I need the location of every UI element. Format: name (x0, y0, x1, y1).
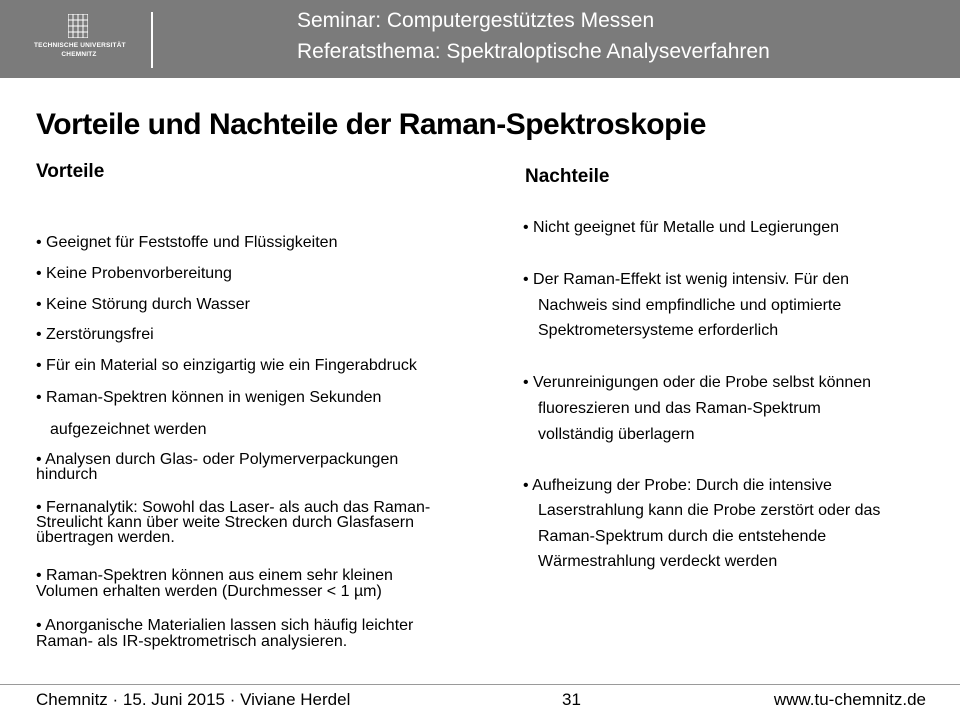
advantage-item: • Raman-Spektren können in wenigen Sekunden (36, 389, 382, 406)
disadvantage-item-continuation: Nachweis sind empfindliche und optimierte (538, 297, 842, 314)
topic-title: Referatsthema: Spektraloptische Analyseverfahren (297, 40, 770, 63)
header-divider (151, 12, 153, 68)
disadvantage-item-continuation: Wärmestrahlung verdeckt werden (538, 553, 778, 570)
advantage-item: • Keine Probenvorbereitung (36, 265, 232, 282)
slide-header (0, 0, 960, 78)
disadvantage-item: • Der Raman-Effekt ist wenig intensiv. Für den (523, 271, 850, 288)
university-logo (34, 14, 124, 66)
advantage-item-continuation: Streulicht kann über weite Strecken durch Glasfasern (36, 514, 414, 531)
advantage-item: • Fernanalytik: Sowohl das Laser- als auch das Raman- (36, 499, 431, 516)
disadvantage-item-continuation: Laserstrahlung kann die Probe zerstört oder das (538, 502, 881, 519)
university-building-icon (68, 14, 88, 38)
disadvantage-item-continuation: vollständig überlagern (538, 426, 695, 443)
advantage-item-continuation: Volumen erhalten werden (Durchmesser < 1 µm) (36, 583, 382, 600)
advantage-item: • Geeignet für Feststoffe und Flüssigkeiten (36, 234, 338, 251)
slide-title: Vorteile und Nachteile der Raman-Spektroskopie (36, 108, 706, 141)
advantage-item-continuation: aufgezeichnet werden (50, 421, 207, 438)
disadvantage-item-continuation: Raman-Spektrum durch die entstehende (538, 528, 827, 545)
advantage-item: • Keine Störung durch Wasser (36, 296, 250, 313)
page-number: 31 (562, 690, 581, 709)
disadvantage-item: • Nicht geeignet für Metalle und Legierungen (523, 219, 840, 236)
advantage-item-continuation: hindurch (36, 466, 98, 483)
disadvantage-item-continuation: fluoreszieren und das Raman-Spektrum (538, 400, 821, 417)
seminar-title: Seminar: Computergestütztes Messen (297, 9, 655, 32)
footer-website: www.tu-chemnitz.de (773, 690, 926, 709)
advantage-item: • Für ein Material so einzigartig wie ein Fingerabdruck (36, 357, 417, 374)
advantage-item-continuation: übertragen werden. (36, 529, 175, 546)
advantages-heading: Vorteile (36, 161, 105, 182)
advantage-item: • Raman-Spektren können aus einem sehr kleinen (36, 567, 393, 584)
disadvantage-item: • Aufheizung der Probe: Durch die intensive (523, 477, 832, 494)
logo-text-line2: CHEMNITZ (61, 51, 97, 58)
advantage-item-continuation: Raman- als IR-spektrometrisch analysieren. (36, 633, 348, 650)
disadvantage-item-continuation: Spektrometersysteme erforderlich (538, 322, 779, 339)
advantage-item: • Anorganische Materialien lassen sich häufig leichter (36, 617, 414, 634)
footer-divider (0, 684, 960, 685)
disadvantage-item: • Verunreinigungen oder die Probe selbst können (523, 374, 872, 391)
footer-meta: Chemnitz · 15. Juni 2015 · Viviane Herdel (36, 690, 351, 709)
advantage-item: • Zerstörungsfrei (36, 326, 154, 343)
advantage-item: • Analysen durch Glas- oder Polymerverpackungen (36, 451, 399, 468)
disadvantages-heading: Nachteile (525, 166, 610, 187)
logo-text-line1: TECHNISCHE UNIVERSITÄT (34, 42, 126, 49)
